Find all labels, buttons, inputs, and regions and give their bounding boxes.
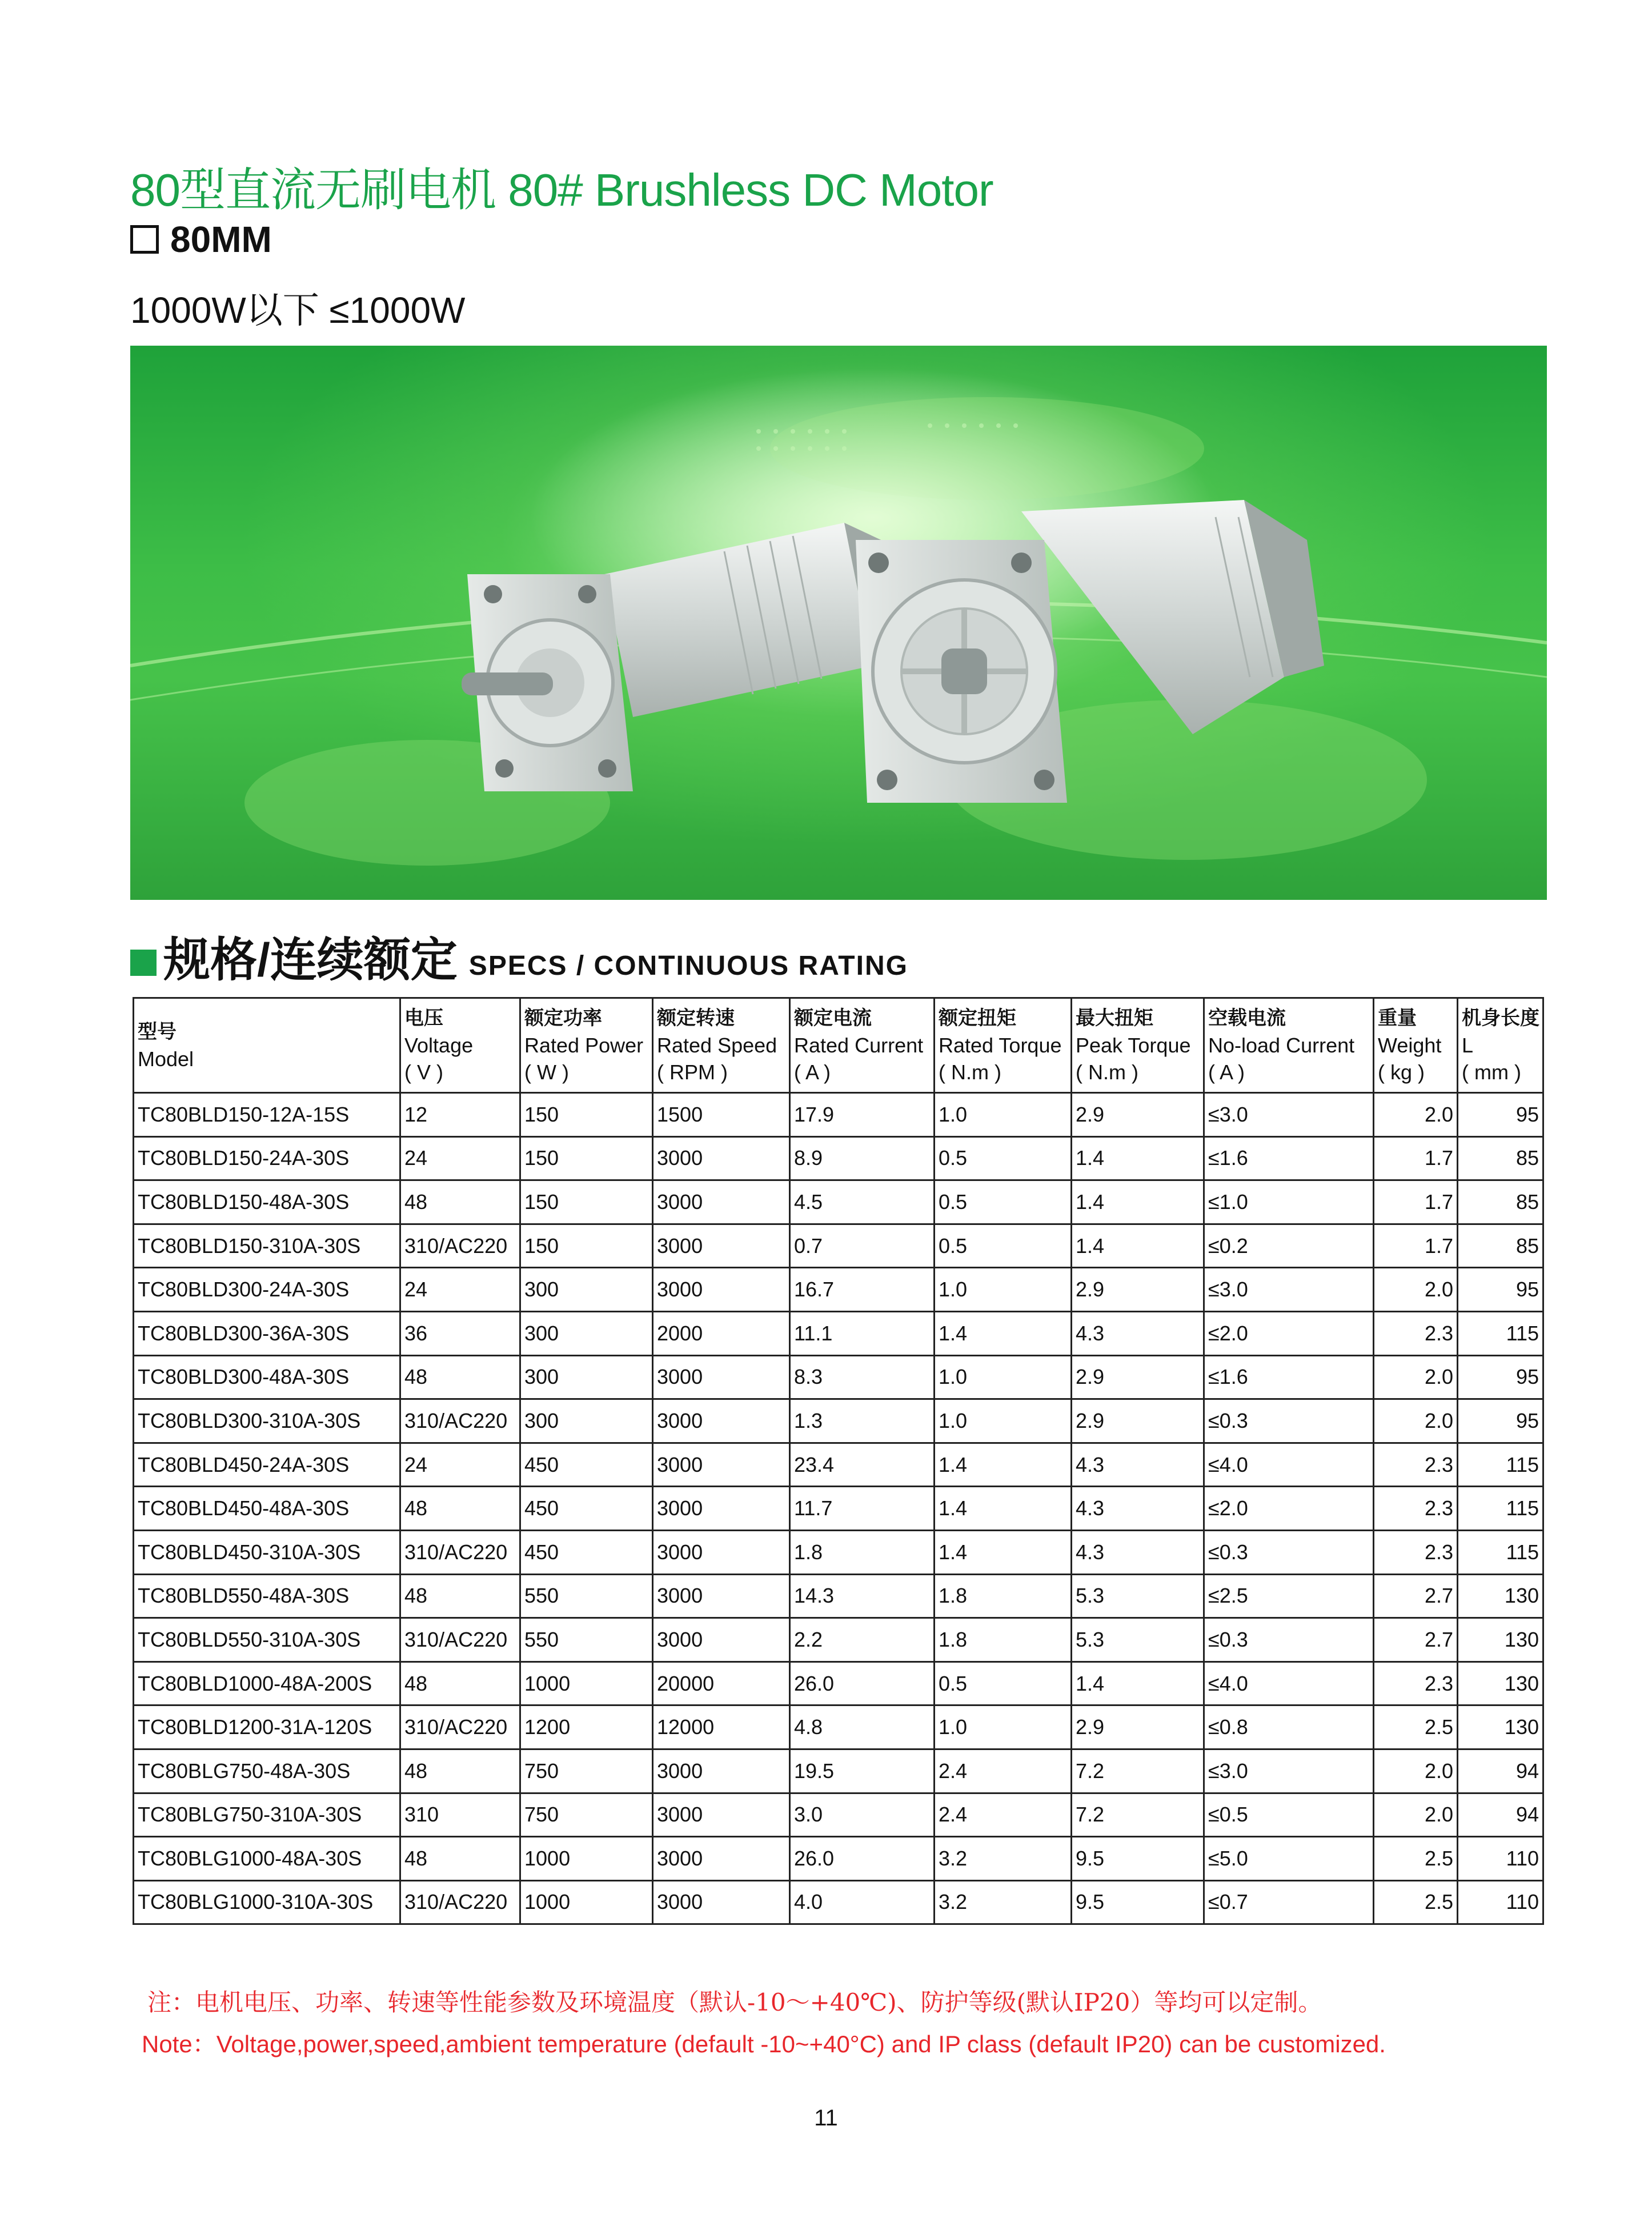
table-cell: 3000 <box>653 1443 790 1487</box>
table-cell: 2.3 <box>1374 1487 1458 1531</box>
table-cell: 3.2 <box>935 1880 1072 1924</box>
table-cell: 115 <box>1458 1311 1543 1355</box>
page-number: 11 <box>814 2105 838 2131</box>
column-header: 空载电流 No-load Current ( A ) <box>1204 998 1374 1093</box>
table-cell: ≤0.3 <box>1204 1618 1374 1662</box>
page-title: 80型直流无刷电机 80# Brushless DC Motor <box>130 165 993 215</box>
table-cell: 3000 <box>653 1180 790 1224</box>
table-cell: 150 <box>520 1093 653 1137</box>
table-cell: 4.3 <box>1072 1311 1204 1355</box>
model-cell: TC80BLD300-48A-30S <box>134 1355 400 1399</box>
table-cell: 4.3 <box>1072 1487 1204 1531</box>
table-cell: 1.0 <box>935 1355 1072 1399</box>
table-cell: 115 <box>1458 1530 1543 1574</box>
table-cell: 1000 <box>520 1880 653 1924</box>
table-cell: 310/AC220 <box>400 1530 520 1574</box>
motor-photo-icon <box>130 346 1547 900</box>
table-cell: ≤1.0 <box>1204 1180 1374 1224</box>
table-cell: 85 <box>1458 1224 1543 1268</box>
table-cell: 3.2 <box>935 1837 1072 1881</box>
table-cell: ≤4.0 <box>1204 1443 1374 1487</box>
table-cell: 2.3 <box>1374 1530 1458 1574</box>
column-header: 最大扭矩 Peak Torque ( N.m ) <box>1072 998 1204 1093</box>
table-cell: 130 <box>1458 1574 1543 1618</box>
table-row <box>134 1268 1543 1312</box>
table-cell: 450 <box>520 1530 653 1574</box>
table-cell: 1.0 <box>935 1093 1072 1137</box>
model-cell: TC80BLD300-310A-30S <box>134 1399 400 1443</box>
table-row <box>134 1487 1543 1531</box>
table-cell: 3000 <box>653 1268 790 1312</box>
frame-size <box>130 218 272 261</box>
table-cell: 115 <box>1458 1443 1543 1487</box>
table-cell: 95 <box>1458 1093 1543 1137</box>
table-cell: 23.4 <box>790 1443 935 1487</box>
table-cell: 0.5 <box>935 1662 1072 1705</box>
table-cell: ≤0.7 <box>1204 1880 1374 1924</box>
table-cell: 12 <box>400 1093 520 1137</box>
table-cell: 310/AC220 <box>400 1705 520 1749</box>
table-cell: ≤0.8 <box>1204 1705 1374 1749</box>
table-cell: ≤0.5 <box>1204 1793 1374 1837</box>
table-cell: 3000 <box>653 1837 790 1881</box>
table-cell: 300 <box>520 1399 653 1443</box>
column-header: 额定扭矩 Rated Torque ( N.m ) <box>935 998 1072 1093</box>
table-cell: ≤5.0 <box>1204 1837 1374 1881</box>
table-cell: 450 <box>520 1443 653 1487</box>
table-cell: 48 <box>400 1574 520 1618</box>
table-cell: 48 <box>400 1837 520 1881</box>
table-cell: 0.5 <box>935 1136 1072 1180</box>
table-cell: 130 <box>1458 1705 1543 1749</box>
table-row <box>134 1311 1543 1355</box>
table-cell: 750 <box>520 1749 653 1793</box>
table-cell: 2.3 <box>1374 1662 1458 1705</box>
section-title-en: SPECS / CONTINUOUS RATING <box>468 951 908 981</box>
table-cell: 110 <box>1458 1837 1543 1881</box>
table-cell: 48 <box>400 1662 520 1705</box>
table-cell: 3000 <box>653 1530 790 1574</box>
power-range: 1000W以下 ≤1000W <box>130 290 466 331</box>
model-cell: TC80BLD300-36A-30S <box>134 1311 400 1355</box>
table-cell: ≤3.0 <box>1204 1093 1374 1137</box>
table-cell: 2.9 <box>1072 1705 1204 1749</box>
table-cell: 300 <box>520 1311 653 1355</box>
table-cell: 1.4 <box>1072 1224 1204 1268</box>
model-cell: TC80BLG1000-310A-30S <box>134 1880 400 1924</box>
table-cell: 2.0 <box>1374 1268 1458 1312</box>
column-header: 电压 Voltage ( V ) <box>400 998 520 1093</box>
table-row <box>134 1705 1543 1749</box>
table-cell: 26.0 <box>790 1837 935 1881</box>
table-cell: 1.3 <box>790 1399 935 1443</box>
table-cell: 1000 <box>520 1662 653 1705</box>
table-cell: 2.4 <box>935 1749 1072 1793</box>
note-english: Note：Voltage,power,speed,ambient temperature (default -10~+40°C) and IP class (default IP20) can be customized. <box>142 2031 1386 2057</box>
table-cell: 1.4 <box>935 1311 1072 1355</box>
table-cell: 130 <box>1458 1662 1543 1705</box>
table-row <box>134 1574 1543 1618</box>
table-cell: 85 <box>1458 1136 1543 1180</box>
column-header: 额定电流 Rated Current ( A ) <box>790 998 935 1093</box>
table-cell: 2.0 <box>1374 1399 1458 1443</box>
table-cell: 5.3 <box>1072 1574 1204 1618</box>
table-cell: 4.3 <box>1072 1443 1204 1487</box>
table-cell: 1200 <box>520 1705 653 1749</box>
table-cell: 94 <box>1458 1793 1543 1837</box>
table-cell: 4.8 <box>790 1705 935 1749</box>
table-cell: 3000 <box>653 1487 790 1531</box>
table-cell: 2.7 <box>1374 1574 1458 1618</box>
table-cell: 95 <box>1458 1268 1543 1312</box>
table-cell: 24 <box>400 1136 520 1180</box>
table-cell: 94 <box>1458 1749 1543 1793</box>
table-cell: 3000 <box>653 1749 790 1793</box>
specs-table <box>133 997 1544 1925</box>
table-cell: 1.4 <box>935 1443 1072 1487</box>
table-cell: 1.0 <box>935 1268 1072 1312</box>
model-cell: TC80BLD150-48A-30S <box>134 1180 400 1224</box>
model-cell: TC80BLD450-48A-30S <box>134 1487 400 1531</box>
table-cell: 550 <box>520 1618 653 1662</box>
table-row <box>134 1793 1543 1837</box>
table-cell: 2.0 <box>1374 1749 1458 1793</box>
table-cell: 310/AC220 <box>400 1224 520 1268</box>
table-cell: 750 <box>520 1793 653 1837</box>
table-cell: 1.0 <box>935 1399 1072 1443</box>
table-cell: 14.3 <box>790 1574 935 1618</box>
table-cell: 1000 <box>520 1837 653 1881</box>
square-icon <box>130 225 159 254</box>
column-header: 额定功率 Rated Power ( W ) <box>520 998 653 1093</box>
table-cell: 2.3 <box>1374 1311 1458 1355</box>
table-cell: 3000 <box>653 1224 790 1268</box>
table-cell: 11.1 <box>790 1311 935 1355</box>
table-cell: 310 <box>400 1793 520 1837</box>
table-cell: 7.2 <box>1072 1793 1204 1837</box>
table-cell: 4.5 <box>790 1180 935 1224</box>
table-row <box>134 1837 1543 1881</box>
table-cell: 2.9 <box>1072 1355 1204 1399</box>
model-cell: TC80BLG750-48A-30S <box>134 1749 400 1793</box>
table-cell: 310/AC220 <box>400 1399 520 1443</box>
table-cell: 1.8 <box>935 1574 1072 1618</box>
table-cell: 8.3 <box>790 1355 935 1399</box>
table-cell: ≤2.0 <box>1204 1311 1374 1355</box>
table-cell: 24 <box>400 1268 520 1312</box>
model-cell: TC80BLD300-24A-30S <box>134 1268 400 1312</box>
table-row <box>134 1136 1543 1180</box>
table-cell: 19.5 <box>790 1749 935 1793</box>
table-cell: 150 <box>520 1136 653 1180</box>
table-cell: 300 <box>520 1268 653 1312</box>
table-cell: 0.7 <box>790 1224 935 1268</box>
table-cell: 95 <box>1458 1399 1543 1443</box>
table-cell: 3000 <box>653 1574 790 1618</box>
table-row <box>134 1618 1543 1662</box>
table-cell: 95 <box>1458 1355 1543 1399</box>
table-cell: 36 <box>400 1311 520 1355</box>
column-header: 机身长度 L ( mm ) <box>1458 998 1543 1093</box>
table-cell: 48 <box>400 1355 520 1399</box>
table-cell: 9.5 <box>1072 1880 1204 1924</box>
model-cell: TC80BLD150-12A-15S <box>134 1093 400 1137</box>
table-cell: 1500 <box>653 1093 790 1137</box>
table-cell: 24 <box>400 1443 520 1487</box>
table-cell: 17.9 <box>790 1093 935 1137</box>
table-cell: 1.4 <box>1072 1662 1204 1705</box>
table-cell: 1.4 <box>1072 1136 1204 1180</box>
table-cell: ≤3.0 <box>1204 1268 1374 1312</box>
model-cell: TC80BLD550-48A-30S <box>134 1574 400 1618</box>
table-cell: 7.2 <box>1072 1749 1204 1793</box>
table-cell: 3000 <box>653 1136 790 1180</box>
table-cell: 2.0 <box>1374 1355 1458 1399</box>
table-row <box>134 1443 1543 1487</box>
table-cell: 130 <box>1458 1618 1543 1662</box>
table-row <box>134 1355 1543 1399</box>
frame-size-value: 80MM <box>170 219 272 260</box>
table-row <box>134 1093 1543 1137</box>
table-cell: 16.7 <box>790 1268 935 1312</box>
table-row <box>134 1180 1543 1224</box>
table-cell: 20000 <box>653 1662 790 1705</box>
column-header: 重量 Weight ( kg ) <box>1374 998 1458 1093</box>
table-row <box>134 1224 1543 1268</box>
model-cell: TC80BLD1200-31A-120S <box>134 1705 400 1749</box>
table-cell: 5.3 <box>1072 1618 1204 1662</box>
table-cell: 3000 <box>653 1880 790 1924</box>
model-cell: TC80BLD450-24A-30S <box>134 1443 400 1487</box>
table-cell: ≤2.0 <box>1204 1487 1374 1531</box>
table-cell: 2.9 <box>1072 1399 1204 1443</box>
section-heading <box>130 934 908 986</box>
model-cell: TC80BLD150-24A-30S <box>134 1136 400 1180</box>
table-cell: 550 <box>520 1574 653 1618</box>
table-cell: 48 <box>400 1749 520 1793</box>
table-cell: 115 <box>1458 1487 1543 1531</box>
table-cell: 2.9 <box>1072 1268 1204 1312</box>
note-chinese: 注：电机电压、功率、转速等性能参数及环境温度（默认-10～+40℃)、防护等级(默认IP20）等均可以定制。 <box>147 1988 1322 2016</box>
table-cell: 300 <box>520 1355 653 1399</box>
table-row <box>134 1530 1543 1574</box>
bullet-square-icon <box>130 950 157 976</box>
table-cell: 2.3 <box>1374 1443 1458 1487</box>
column-header: 额定转速 Rated Speed ( RPM ) <box>653 998 790 1093</box>
table-cell: ≤1.6 <box>1204 1355 1374 1399</box>
table-cell: 310/AC220 <box>400 1880 520 1924</box>
table-cell: ≤0.3 <box>1204 1399 1374 1443</box>
table-cell: 150 <box>520 1224 653 1268</box>
table-cell: 3000 <box>653 1618 790 1662</box>
table-cell: 2.5 <box>1374 1705 1458 1749</box>
table-cell: 3000 <box>653 1355 790 1399</box>
table-cell: 11.7 <box>790 1487 935 1531</box>
table-cell: ≤4.0 <box>1204 1662 1374 1705</box>
table-cell: 0.5 <box>935 1180 1072 1224</box>
table-cell: 4.0 <box>790 1880 935 1924</box>
table-cell: 1.8 <box>790 1530 935 1574</box>
table-cell: ≤1.6 <box>1204 1136 1374 1180</box>
table-cell: 1.4 <box>935 1487 1072 1531</box>
table-cell: 110 <box>1458 1880 1543 1924</box>
table-cell: 310/AC220 <box>400 1618 520 1662</box>
table-cell: 1.4 <box>935 1530 1072 1574</box>
table-cell: 2.7 <box>1374 1618 1458 1662</box>
model-cell: TC80BLG1000-48A-30S <box>134 1837 400 1881</box>
table-cell: 8.9 <box>790 1136 935 1180</box>
table-cell: 2000 <box>653 1311 790 1355</box>
table-cell: ≤2.5 <box>1204 1574 1374 1618</box>
table-row <box>134 1399 1543 1443</box>
table-cell: 0.5 <box>935 1224 1072 1268</box>
table-cell: 2.5 <box>1374 1837 1458 1881</box>
table-header-row <box>134 998 1543 1093</box>
table-cell: 48 <box>400 1487 520 1531</box>
table-cell: 3.0 <box>790 1793 935 1837</box>
table-cell: 2.0 <box>1374 1093 1458 1137</box>
table-cell: 1.7 <box>1374 1224 1458 1268</box>
table-cell: 1.4 <box>1072 1180 1204 1224</box>
table-cell: 1.0 <box>935 1705 1072 1749</box>
table-cell: 4.3 <box>1072 1530 1204 1574</box>
model-cell: TC80BLD150-310A-30S <box>134 1224 400 1268</box>
table-cell: ≤0.2 <box>1204 1224 1374 1268</box>
table-cell: 150 <box>520 1180 653 1224</box>
model-cell: TC80BLG750-310A-30S <box>134 1793 400 1837</box>
table-cell: 2.2 <box>790 1618 935 1662</box>
table-cell: 12000 <box>653 1705 790 1749</box>
table-cell: 85 <box>1458 1180 1543 1224</box>
table-cell: ≤0.3 <box>1204 1530 1374 1574</box>
table-cell: 26.0 <box>790 1662 935 1705</box>
table-row <box>134 1662 1543 1705</box>
table-row <box>134 1880 1543 1924</box>
table-cell: 2.0 <box>1374 1793 1458 1837</box>
model-cell: TC80BLD450-310A-30S <box>134 1530 400 1574</box>
table-cell: 1.7 <box>1374 1136 1458 1180</box>
table-cell: 1.7 <box>1374 1180 1458 1224</box>
table-cell: 2.5 <box>1374 1880 1458 1924</box>
table-cell: 1.8 <box>935 1618 1072 1662</box>
product-banner <box>130 346 1547 900</box>
table-row <box>134 1749 1543 1793</box>
table-cell: ≤3.0 <box>1204 1749 1374 1793</box>
table-cell: 2.4 <box>935 1793 1072 1837</box>
table-cell: 9.5 <box>1072 1837 1204 1881</box>
column-header: 型号 Model <box>134 998 400 1093</box>
section-title-cn: 规格/连续额定 <box>163 934 458 986</box>
table-body <box>134 1093 1543 1924</box>
table-cell: 48 <box>400 1180 520 1224</box>
table-cell: 3000 <box>653 1793 790 1837</box>
model-cell: TC80BLD1000-48A-200S <box>134 1662 400 1705</box>
table-cell: 3000 <box>653 1399 790 1443</box>
table-cell: 2.9 <box>1072 1093 1204 1137</box>
model-cell: TC80BLD550-310A-30S <box>134 1618 400 1662</box>
table-cell: 450 <box>520 1487 653 1531</box>
